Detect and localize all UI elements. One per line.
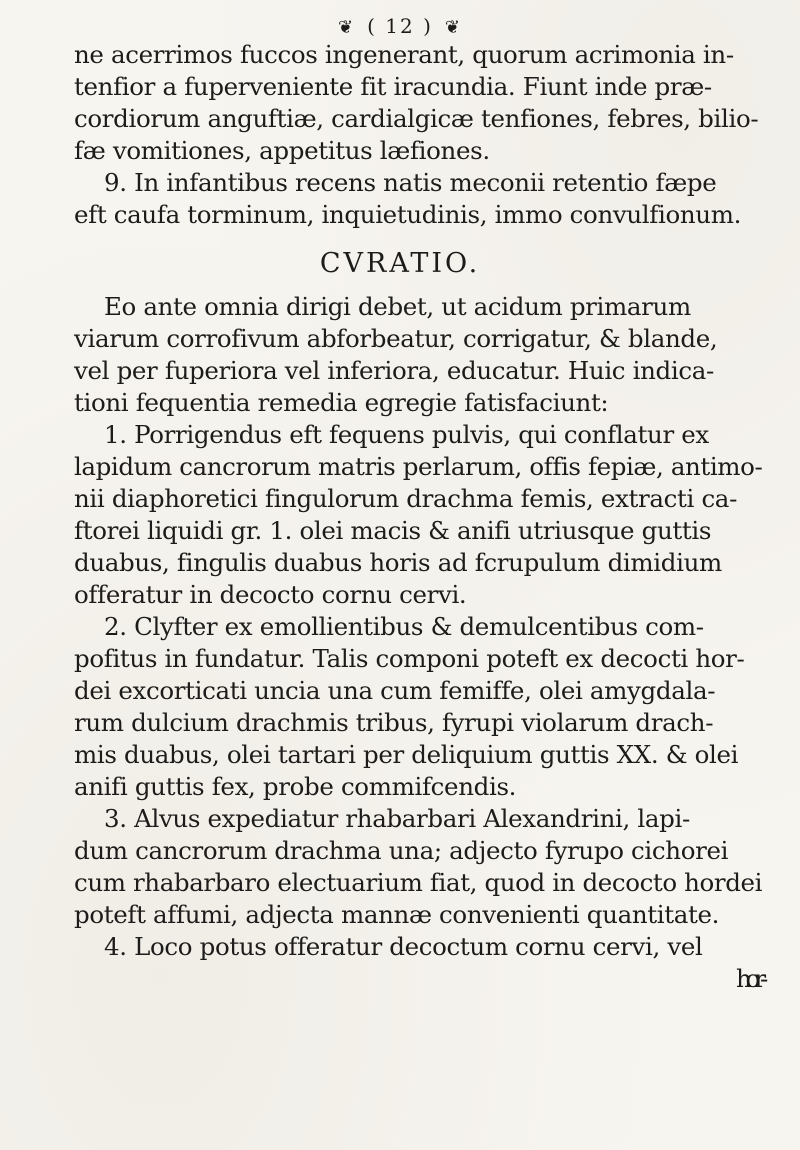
text-line: 4. Loco potus offeratur decoctum cornu cervi, vel [104, 932, 703, 961]
text-line: fæ vomitiones, appetitus læfiones. [74, 136, 490, 165]
text-line: poteft affumi, adjecta mannæ convenienti quantitate. [74, 900, 720, 929]
text-line: nii diaphoretici fingulorum drachma femis, extracti ca- [74, 484, 737, 513]
text-line: ftorei liquidi gr. 1. olei macis & anifi utriusque guttis [74, 516, 712, 545]
text-line: tenfior a fuperveniente fit iracundia. Fiunt inde præ- [74, 72, 712, 101]
text-line: mis duabus, olei tartari per deliquium guttis XX. & olei [74, 740, 739, 769]
text-line: cum rhabarbaro electuarium fiat, quod in decocto hordei [74, 868, 763, 897]
text-line: tioni fequentia remedia egregie fatisfaciunt: [74, 388, 609, 417]
text-line: 9. In infantibus recens natis meconii retentio fæpe [104, 168, 717, 197]
text-line: dum cancrorum drachma una; adjecto fyrupo cichorei [74, 836, 729, 865]
section-heading: CVRATIO. [319, 248, 481, 279]
text-line: Eo ante omnia dirigi debet, ut acidum primarum [104, 292, 691, 321]
ornament-right-icon: ❦ [444, 17, 462, 38]
text-line: viarum corrofivum abforbeatur, corrigatur, & blande, [74, 324, 718, 353]
text-line: rum dulcium drachmis tribus, fyrupi violarum drach- [74, 708, 714, 737]
catchword: hor- [736, 964, 763, 993]
ornament-left-icon: ❦ [338, 17, 356, 38]
text-line: ne acerrimos fuccos ingenerant, quorum acrimonia in- [74, 40, 734, 69]
text-line: 3. Alvus expediatur rhabarbari Alexandrini, lapi- [104, 804, 690, 833]
page-number: ( 12 ) [367, 14, 433, 38]
text-line: vel per fuperiora vel inferiora, educatur. Huic indica- [74, 356, 714, 385]
text-line: offeratur in decocto cornu cervi. [74, 580, 467, 609]
text-line: lapidum cancrorum matris perlarum, offis fepiæ, antimo- [74, 452, 763, 481]
text-line: 2. Clyfter ex emollientibus & demulcentibus com- [104, 612, 704, 641]
text-line: pofitus in fundatur. Talis componi poteft ex decocti hor- [74, 644, 745, 673]
text-line: cordiorum anguftiæ, cardialgicæ tenfiones, febres, bilio- [74, 104, 759, 133]
text-line: eft caufa torminum, inquietudinis, immo convulfionum. [74, 200, 742, 229]
text-line: dei excorticati uncia una cum femiffe, olei amygdala- [74, 676, 716, 705]
text-line: duabus, fingulis duabus horis ad fcrupulum dimidium [74, 548, 722, 577]
text-line: anifi guttis fex, probe commifcendis. [74, 772, 517, 801]
page-header [0, 14, 800, 38]
text-line: 1. Porrigendus eft fequens pulvis, qui conflatur ex [104, 420, 709, 449]
